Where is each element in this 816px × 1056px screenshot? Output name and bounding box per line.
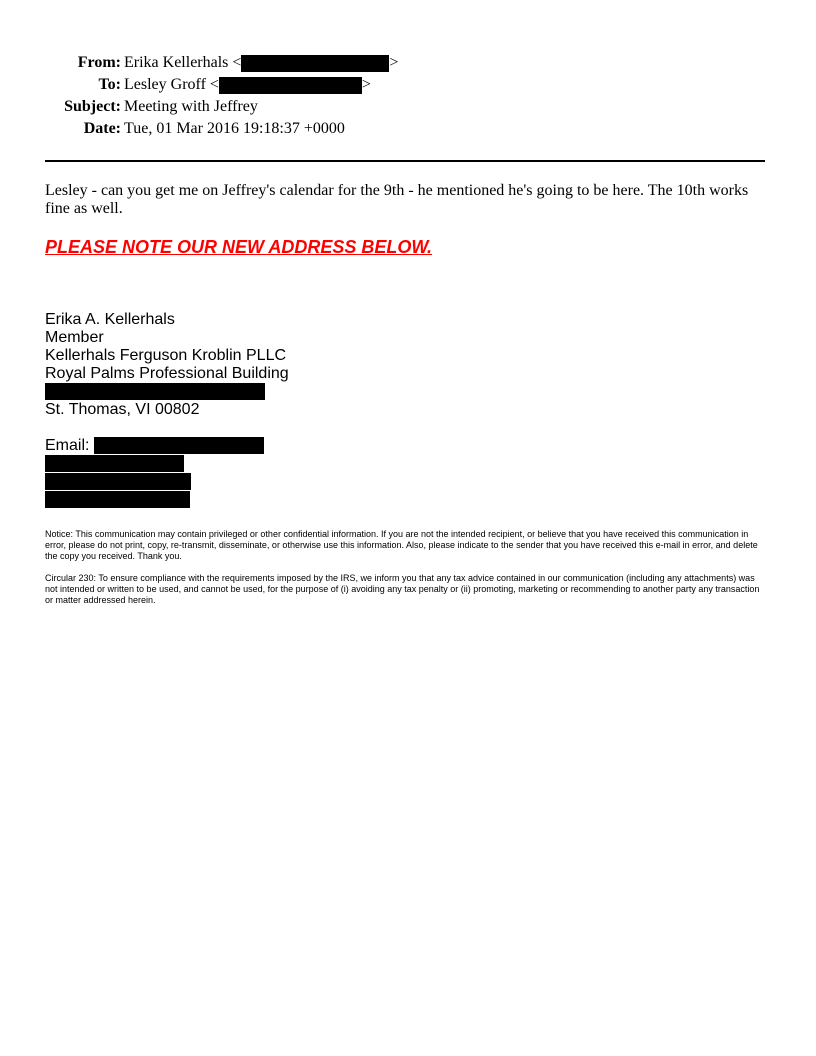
signature-title: Member	[45, 329, 104, 346]
date-value: Tue, 01 Mar 2016 19:18:37 +0000	[124, 120, 345, 137]
message-body: Lesley - can you get me on Jeffrey's calendar for the 9th - he mentioned he's going to be here. The 10th works fine as well.	[45, 182, 749, 217]
from-row	[0, 52, 816, 74]
signature-redacted-street-row	[45, 383, 289, 401]
redacted-from-email	[241, 55, 389, 72]
date-row	[0, 118, 816, 140]
signature-email-label: Email:	[45, 437, 90, 454]
confidentiality-notice: Notice: This communication may contain privileged or other confidential information. If you are not the intended recipient, or believe that you have received this communication in error, please do not print, copy, re-transmit, disseminate, or otherwise use this information. Also, please indicate to the sender that you have received this e-mail in error, and delete the copy you received. Thank you.	[45, 529, 758, 561]
redacted-email	[94, 437, 264, 454]
signature-name: Erika A. Kellerhals	[45, 311, 175, 328]
subject-label: Subject:	[64, 98, 121, 115]
signature-building: Royal Palms Professional Building	[45, 365, 289, 382]
signature-email-row	[45, 437, 289, 455]
header-divider	[45, 160, 765, 162]
signature-redacted-row-1	[45, 455, 289, 473]
subject-value: Meeting with Jeffrey	[124, 98, 258, 115]
email-header	[0, 52, 816, 140]
redacted-contact-1	[45, 455, 184, 472]
circular-230-notice: Circular 230: To ensure compliance with the requirements imposed by the IRS, we inform you that any tax advice contained in our communication (including any attachments) was not intended or written to be used, and cannot be used, for the purpose of (i) avoiding any tax penalty or (ii) promoting, marketing or recommending to another party any transaction or matter addressed herein.	[45, 573, 760, 605]
signature-block	[45, 311, 289, 509]
to-label: To:	[98, 76, 121, 93]
signature-redacted-row-3	[45, 491, 289, 509]
redacted-street-address	[45, 383, 265, 400]
from-value	[124, 52, 398, 74]
to-name: Lesley Groff <	[124, 76, 219, 93]
redacted-contact-2	[45, 473, 191, 490]
redacted-contact-3	[45, 491, 190, 508]
date-label: Date:	[83, 120, 121, 137]
to-value	[124, 74, 371, 96]
from-close: >	[389, 54, 399, 71]
signature-firm: Kellerhals Ferguson Kroblin PLLC	[45, 347, 287, 364]
signature-redacted-row-2	[45, 473, 289, 491]
from-name: Erika Kellerhals <	[124, 54, 242, 71]
to-close: >	[361, 76, 371, 93]
new-address-banner: PLEASE NOTE OUR NEW ADDRESS BELOW.	[45, 237, 433, 257]
signature-city: St. Thomas, VI 00802	[45, 401, 200, 418]
redacted-to-email	[219, 77, 362, 94]
subject-row	[0, 96, 816, 118]
to-row	[0, 74, 816, 96]
from-label: From:	[77, 54, 121, 71]
